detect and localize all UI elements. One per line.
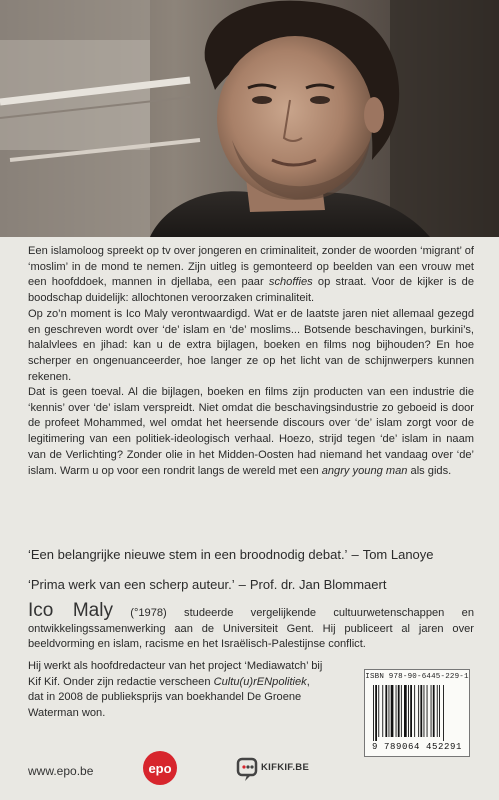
barcode-bar <box>427 685 428 737</box>
barcode-bar <box>408 685 409 737</box>
intro-p3-text-b: als gids. <box>407 464 452 477</box>
barcode-bar <box>431 685 432 737</box>
barcode-bar <box>443 685 444 741</box>
intro-p1-emphasis: schoffies <box>268 276 313 289</box>
barcode-bar <box>382 685 383 737</box>
author-name: Ico Maly <box>28 600 113 621</box>
barcode-bar <box>398 685 400 737</box>
barcode-bar <box>373 685 374 741</box>
bio-p2-emphasis: Cultu(u)rENpolitiek <box>213 675 307 688</box>
barcode-bar <box>433 685 435 737</box>
barcode-bar <box>410 685 412 737</box>
barcode-bar <box>389 685 390 737</box>
barcode-bar <box>385 685 387 737</box>
intro-p2-text: Op zo’n moment is Ico Maly verontwaardigd. Wat er de laatste jaren niet allemaal gezegd en geschreven wordt over ‘de’ islam en ‘de’ moslims... Botsende beschavingen, burkini’s, halalvlees en jihad: kan u de extra bijlagen, boeken en films nog bijhouden? En hoe scherper en ongenuanceerder, hoe langer ze op het licht van de schijnwerpers kunnen rekenen. <box>28 308 474 383</box>
kifkif-logo-text: KIFKIF.BE <box>261 762 310 773</box>
barcode-bar <box>396 685 397 737</box>
review-quote-2 <box>28 577 478 593</box>
barcode-bar <box>378 685 379 737</box>
barcode-bar <box>414 685 415 737</box>
review-quote-1 <box>28 547 478 563</box>
bio-p1-text: (°1978) studeerde vergelijkende cultuurwetenschappen en ontwikkelingssamenwerking aan de Universiteit Gent. Hij publiceert al jaren over beeldvorming en islam, racisme en het Israëlisch-Palestijnse conflict. <box>28 607 474 651</box>
intro-paragraph-3 <box>28 385 474 479</box>
barcode-bar <box>437 685 438 737</box>
barcode-bar <box>418 685 419 737</box>
intro-paragraph-2 <box>28 307 474 386</box>
intro-paragraph-1 <box>28 244 474 307</box>
barcode-bar <box>439 685 440 737</box>
barcode-bar <box>404 685 407 737</box>
quote-2-dash: – <box>238 577 246 592</box>
barcode-bar <box>391 685 394 737</box>
author-bio-paragraph-2 <box>28 659 328 722</box>
isbn-barcode <box>364 669 470 757</box>
quote-2-author: Prof. dr. Jan Blommaert <box>249 577 387 592</box>
author-photo <box>0 0 499 237</box>
bio-p2-text-b: , dat in 2008 de publieksprijs van boekhandel De Groene Waterman won. <box>28 675 310 720</box>
publisher-website-link[interactable]: www.epo.be <box>28 764 94 778</box>
epo-logo <box>143 751 177 785</box>
barcode-bar <box>401 685 402 737</box>
bio-p2-text-a: Hij werkt als hoofdredacteur van het project ‘Mediawatch’ bij Kif Kif. Onder zijn redactie verscheen <box>28 660 323 688</box>
quote-2-text: ‘Prima werk van een scherp auteur.’ <box>28 577 235 592</box>
barcode-bars-icon <box>371 685 463 741</box>
intro-p1-text-a: Een islamoloog spreekt op tv over jongeren en criminaliteit, zonder de woorden ‘migrant’ of ‘moslim’ in de mond te nemen. Zijn uitleg is gemonteerd op beelden van een vrouw met een hoofddoek, mannen in djellaba, een paar <box>28 245 474 289</box>
epo-logo-text: epo <box>148 760 172 776</box>
barcode-bar <box>424 685 425 737</box>
quote-1-dash: – <box>351 547 359 562</box>
barcode-bar <box>375 685 377 741</box>
barcode-bar <box>420 685 422 737</box>
intro-p3-text-a: Dat is geen toeval. Al die bijlagen, boeken en films zijn producten van een industrie die ‘kennis’ over ‘de’ islam verspreidt. Niet omdat die beschavingsindustrie zo geboeid is door de profeet Mohammed, wel omdat het heersende discours over ‘de’ islam zorgt voor de legitimering van een politiek-ideologisch verhaal. Hoezo, strijd tegen ‘de’ islam in naam van de Verlichting? Zonder olie in het Midden-Oosten had niemand het vandaag over ‘de’ islam. Warm u op voor een rondrit langs de wereld met een <box>28 386 474 477</box>
quote-1-text: ‘Een belangrijke nieuwe stem in een broodnodig debat.’ <box>28 547 348 562</box>
author-bio-paragraph-1 <box>28 600 474 653</box>
isbn-label: ISBN 978-90-6445-229-1 <box>365 673 469 681</box>
intro-p3-emphasis: angry young man <box>321 464 408 477</box>
quote-1-author: Tom Lanoye <box>362 547 434 562</box>
barcode-digits: 9 789064 452291 <box>371 742 462 752</box>
intro-p1-text-b: op straat. Voor de kijker is de boodschap duidelijk: allochtonen veroorzaken criminaliteit. <box>28 276 474 305</box>
